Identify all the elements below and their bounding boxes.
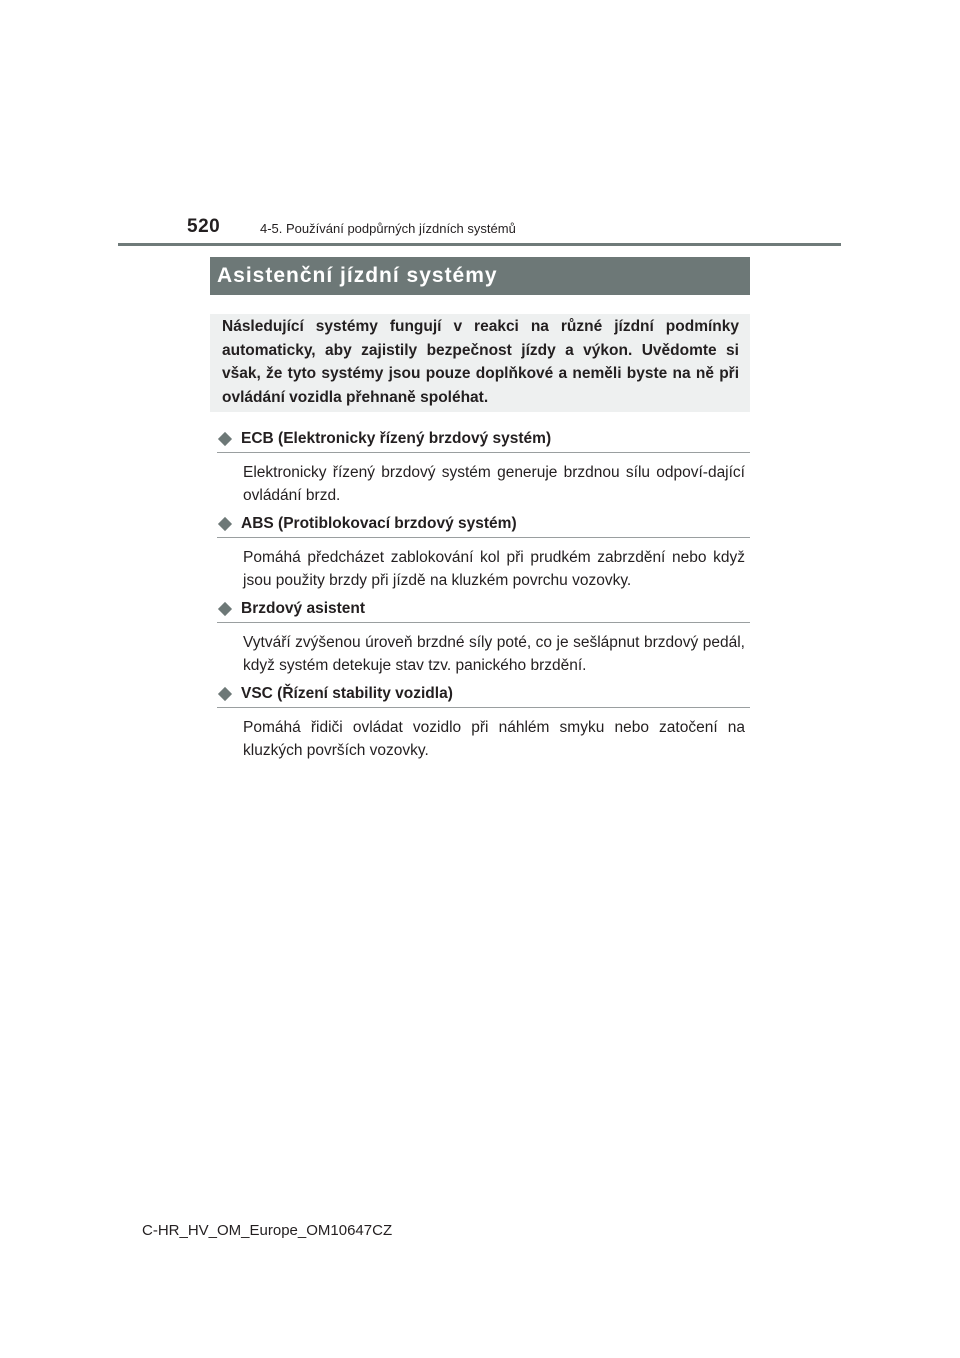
- feature-item-ecb: [217, 430, 750, 507]
- diamond-bullet-icon: [218, 517, 232, 531]
- feature-heading: [217, 600, 750, 623]
- section-title-bar: [210, 257, 750, 295]
- feature-description: Elektronicky řízený brzdový systém generuje brzdnou sílu odpoví-dající ovládání brzd.: [243, 464, 745, 504]
- feature-title: ECB (Elektronicky řízený brzdový systém): [241, 430, 552, 447]
- feature-title: Brzdový asistent: [241, 600, 366, 617]
- feature-description: Pomáhá předcházet zablokování kol při prudkém zabrzdění nebo když jsou použity brzdy při jízdě na kluzkém povrchu vozovky.: [243, 549, 745, 589]
- feature-title: ABS (Protiblokovací brzdový systém): [241, 515, 517, 532]
- intro-box: [210, 314, 750, 412]
- header-divider: [118, 243, 841, 246]
- feature-title: VSC (Řízení stability vozidla): [241, 685, 453, 702]
- feature-description: Pomáhá řidiči ovládat vozidlo při náhlém smyku nebo zatočení na kluzkých površích vozovky.: [243, 719, 745, 759]
- page-number: 520: [187, 216, 221, 237]
- section-title: Asistenční jízdní systémy: [217, 264, 498, 287]
- feature-item-vsc: [217, 685, 750, 762]
- feature-heading: [217, 430, 750, 453]
- section-path: 4-5. Používání podpůrných jízdních systémů: [260, 221, 516, 236]
- document-code: C-HR_HV_OM_Europe_OM10647CZ: [142, 1222, 393, 1239]
- diamond-bullet-icon: [218, 687, 232, 701]
- feature-heading: [217, 685, 750, 708]
- feature-item-abs: [217, 515, 750, 592]
- feature-heading: [217, 515, 750, 538]
- feature-item-brake-assist: [217, 600, 750, 677]
- intro-text: Následující systémy fungují v reakci na různé jízdní podmínky automaticky, aby zajistily bezpečnost jízdy a výkon. Uvědomte si však, že tyto systémy jsou pouze doplňkové a neměli byste na ně při ovládání vozidla přehnaně spoléhat.: [222, 318, 739, 406]
- feature-description: Vytváří zvýšenou úroveň brzdné síly poté, co je sešlápnut brzdový pedál, když systém detekuje stav tzv. panického brzdění.: [243, 634, 745, 674]
- diamond-bullet-icon: [218, 602, 232, 616]
- diamond-bullet-icon: [218, 432, 232, 446]
